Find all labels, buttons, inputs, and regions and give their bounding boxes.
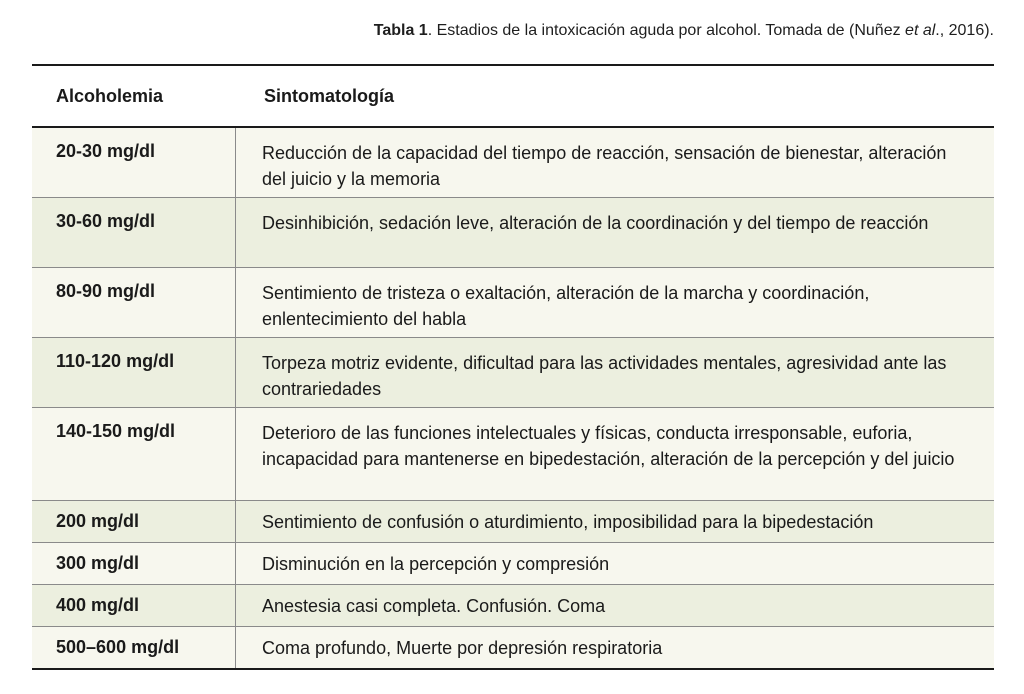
table-row xyxy=(32,585,994,627)
caption-italic: et al xyxy=(905,22,936,39)
intoxication-table xyxy=(32,64,994,670)
cell-sintomatologia: Sentimiento de tristeza o exaltación, alteración de la marcha y coordinación, enlentecimiento del habla xyxy=(262,283,870,329)
cell-alcoholemia: 500–600 mg/dl xyxy=(32,627,236,668)
cell-alcoholemia: 20-30 mg/dl xyxy=(32,128,236,197)
cell-sintomatologia: Anestesia casi completa. Confusión. Coma xyxy=(262,596,606,616)
header-alcoholemia: Alcoholemia xyxy=(56,85,164,106)
cell-alcoholemia: 140-150 mg/dl xyxy=(32,408,236,500)
table-row xyxy=(32,198,994,268)
caption-text-after: ., 2016). xyxy=(935,22,994,39)
cell-sintomatologia: Sentimiento de confusión o aturdimiento, imposibilidad para la bipedestación xyxy=(262,512,874,532)
table-row xyxy=(32,501,994,543)
header-sintomatologia: Sintomatología xyxy=(264,85,394,106)
table-row xyxy=(32,268,994,338)
cell-sintomatologia: Torpeza motriz evidente, dificultad para las actividades mentales, agresividad ante las contrariedades xyxy=(262,353,947,399)
table-row xyxy=(32,543,994,585)
table-row xyxy=(32,128,994,198)
table-row xyxy=(32,627,994,668)
table-row xyxy=(32,338,994,408)
cell-sintomatologia: Coma profundo, Muerte por depresión respiratoria xyxy=(262,638,663,658)
table-header xyxy=(32,66,994,128)
cell-alcoholemia: 200 mg/dl xyxy=(32,501,236,542)
cell-alcoholemia: 110-120 mg/dl xyxy=(32,338,236,407)
table-caption xyxy=(374,22,994,40)
cell-alcoholemia: 300 mg/dl xyxy=(32,543,236,584)
table-row xyxy=(32,408,994,501)
cell-alcoholemia: 400 mg/dl xyxy=(32,585,236,626)
cell-sintomatologia: Deterioro de las funciones intelectuales y físicas, conducta irresponsable, euforia, incapacidad para mantenerse en bipedestación, alteración de la percepción y del juicio xyxy=(262,423,955,469)
caption-label: Tabla 1 xyxy=(373,22,428,39)
cell-sintomatologia: Desinhibición, sedación leve, alteración de la coordinación y del tiempo de reacción xyxy=(262,213,929,233)
cell-sintomatologia: Reducción de la capacidad del tiempo de reacción, sensación de bienestar, alteración del juicio y la memoria xyxy=(262,143,947,189)
caption-text-before: . Estadios de la intoxicación aguda por alcohol. Tomada de (Nuñez xyxy=(427,22,906,39)
cell-alcoholemia: 30-60 mg/dl xyxy=(32,198,236,267)
cell-alcoholemia: 80-90 mg/dl xyxy=(32,268,236,337)
cell-sintomatologia: Disminución en la percepción y compresión xyxy=(262,554,610,574)
